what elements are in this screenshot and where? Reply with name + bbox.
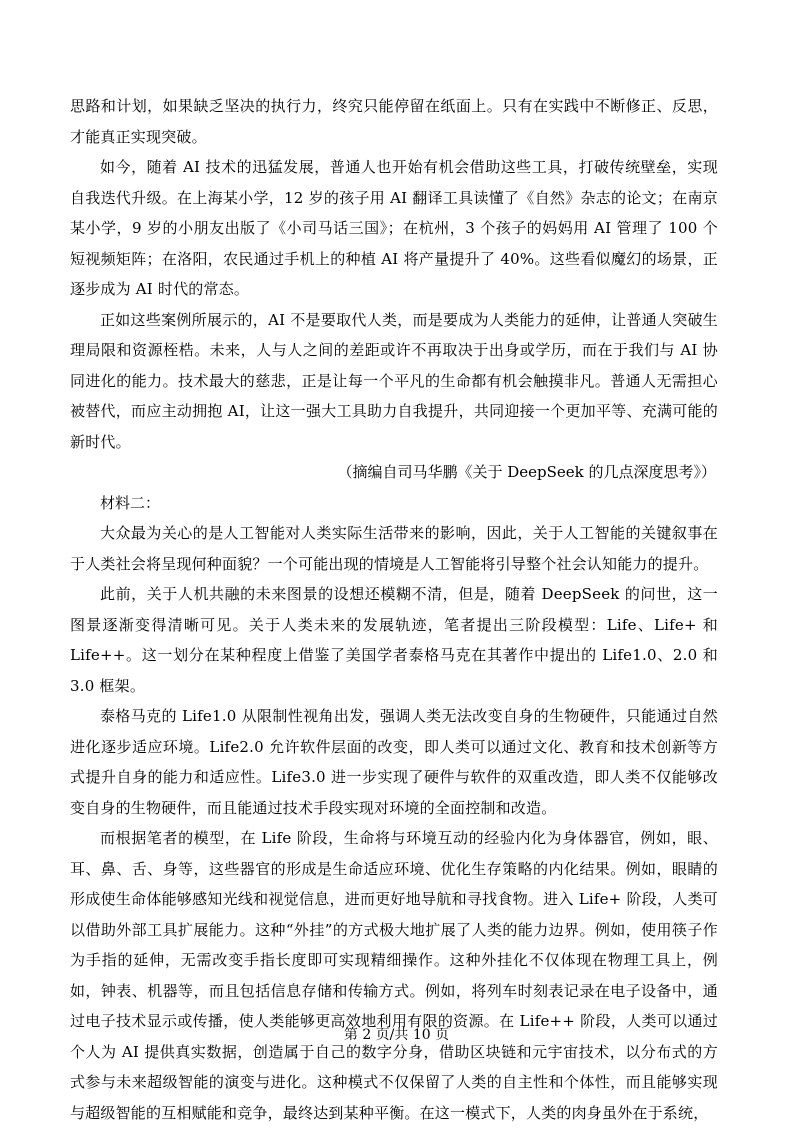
paragraph: 泰格马克的 Life1.0 从限制性视角出发，强调人类无法改变自身的生物硬件，只能通过自然进化逐步适应环境。Life2.0 允许软件层面的改变，即人类可以通过文化、教育和技术创新等方式提升自身的能力和适应性。Life3.0 进一步实现了硬件与软件的双重改造，即人类不仅能够改变自身的生物硬件，而且能通过技术手段实现对环境的全面控制和改造。	[70, 707, 718, 817]
page-body	[70, 91, 718, 1128]
material-heading: 材料二：	[100, 493, 161, 512]
paragraph: 此前，关于人机共融的未来图景的设想还模糊不清，但是，随着 DeepSeek 的问世，这一图景逐渐变得清晰可见。关于人类未来的发展轨迹，笔者提出三阶段模型：Life、Life+ 和 Life++。这一划分在某种程度上借鉴了美国学者泰格马克在其著作中提出的 Life1.0、2.0 和 3.0 框架。	[70, 585, 718, 695]
paragraph: 大众最为关心的是人工智能对人类实际生活带来的影响，因此，关于人工智能的关键叙事在于人类社会将呈现何种面貌？一个可能出现的情境是人工智能将引导整个社会认知能力的提升。	[70, 524, 718, 573]
paragraph: 而根据笔者的模型，在 Life 阶段，生命将与环境互动的经验内化为身体器官，例如，眼、耳、鼻、舌、身等，这些器官的形成是生命适应环境、优化生存策略的内化结果。例如，眼睛的形成使生命体能够感知光线和视觉信息，进而更好地导航和寻找食物。进入 Life+ 阶段，人类可以借助外部工具扩展能力。这种“外挂”的方式极大地扩展了人类的能力边界。例如，使用筷子作为手指的延伸，无需改变手指长度即可实现精细操作。这种外挂化不仅体现在物理工具上，例如，钟表、机器等，而且包括信息存储和传输方式。例如，将列车时刻表记录在电子设备中，通过电子技术显示或传播，使人类能够更高效地利用有限的资源。在 Life++ 阶段，人类可以通过个人为 AI 提供真实数据，创造属于自己的数字分身，借助区块链和元宇宙技术，以分布式的方式参与未来超级智能的演变与进化。这种模式不仅保留了人类的自主性和个体性，而且能够实现与超级智能的互相赋能和竞争，最终达到某种平衡。在这一模式下，人类的肉身虽外在于系统，	[70, 829, 718, 1122]
source-citation: （摘编自司马华鹏《关于 DeepSeek 的几点深度思考》）	[337, 463, 716, 481]
paragraph: 如今，随着 AI 技术的迅猛发展，普通人也开始有机会借助这些工具，打破传统壁垒，实现自我迭代升级。在上海某小学，12 岁的孩子用 AI 翻译工具读懂了《自然》杂志的论文；在南京某小学，9 岁的小朋友出版了《小司马话三国》；在杭州，3 个孩子的妈妈用 AI 管理了 100 个短视频矩阵；在洛阳，农民通过手机上的种植 AI 将产量提升了 40%。这些看似魔幻的场景，正逐步成为 AI 时代的常态。	[70, 158, 718, 298]
paragraph: 思路和计划，如果缺乏坚决的执行力，终究只能停留在纸面上。只有在实践中不断修正、反思，才能真正实现突破。	[70, 97, 718, 146]
paragraph: 正如这些案例所展示的，AI 不是要取代人类，而是要成为人类能力的延伸，让普通人突破生理局限和资源桎梏。未来，人与人之间的差距或许不再取决于出身或学历，而在于我们与 AI 协同进化的能力。技术最大的慈悲，正是让每一个平凡的生命都有机会触摸非凡。普通人无需担心被替代，而应主动拥抱 AI，让这一强大工具助力自我提升，共同迎接一个更加平等、充满可能的新时代。	[70, 310, 718, 451]
page-number: 第 2 页/共 10 页	[343, 1027, 450, 1043]
